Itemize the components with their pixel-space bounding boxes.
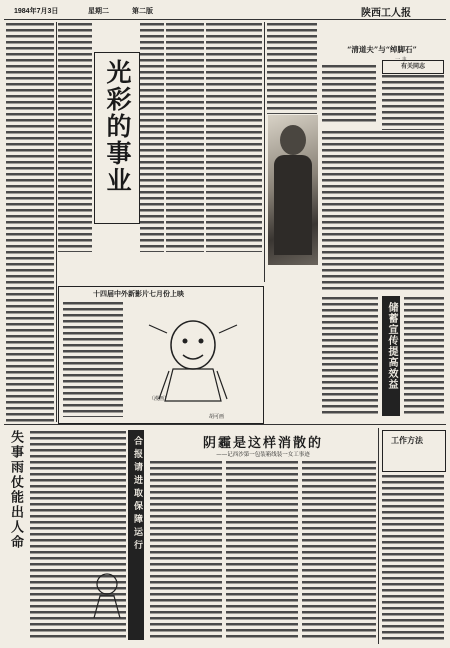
bottom-vertical-text: 合报请进取保障运行	[132, 436, 142, 553]
hero-vertical-title: 光彩的事业	[103, 59, 132, 194]
portrait-caption-text	[267, 22, 317, 114]
bottom-mid-col-3	[302, 460, 376, 640]
masthead-weekday: 星期二	[88, 8, 109, 15]
bottom-mid-headline: 阴霾是这样消散的	[202, 436, 323, 451]
cartoon-side-text	[63, 301, 123, 417]
cartoon-caption: （漫画）	[149, 396, 170, 402]
bottom-mid-subhead: ——记西沙第一包装箱线装一女工事迹	[216, 452, 310, 458]
bottom-cartoon	[86, 570, 128, 620]
column-divider-1	[56, 22, 57, 422]
bottom-cartoon-svg	[86, 570, 128, 620]
masthead-rule	[4, 19, 446, 20]
bottom-mid-col-2	[226, 460, 298, 640]
hero-title-box	[94, 52, 140, 224]
masthead-strip	[6, 4, 444, 18]
vertical-banner-text: 储蓄宣传提高效益	[386, 302, 397, 390]
hero-body-right-3	[206, 22, 262, 252]
bottom-right-body	[382, 474, 444, 640]
bottom-vertical-banner	[128, 430, 144, 640]
bottom-left-vertical-title: 失事雨仗能出人命	[8, 430, 23, 550]
masthead-page: 第二版	[132, 8, 153, 15]
column-divider-2	[264, 22, 265, 282]
masthead-date: 1984年7月3日	[14, 8, 59, 15]
hero-body-right-1	[140, 22, 164, 252]
cartoon-credit: 胡可画	[209, 414, 225, 420]
sidebar-col-3	[322, 130, 444, 290]
portrait-photo	[268, 115, 318, 265]
sidebar-byline: 一 韦	[395, 57, 407, 63]
bottom-right-title: 工作方法	[391, 435, 423, 445]
column-text-left	[6, 22, 54, 422]
bottom-mid-col-1	[150, 460, 222, 640]
small-heading-box	[382, 60, 444, 74]
cartoon-illustration	[129, 305, 257, 403]
hero-body-right-2	[166, 22, 204, 252]
bottom-left-title-box	[6, 430, 28, 580]
cartoon-svg	[129, 305, 257, 403]
bottom-right-box	[382, 430, 446, 472]
portrait-figure	[280, 125, 306, 155]
section-rule	[4, 424, 446, 425]
hero-body-left	[58, 22, 92, 252]
sidebar-col-2	[382, 74, 444, 134]
cartoon-box	[58, 286, 264, 424]
banner-side-text	[322, 296, 378, 416]
column-divider-bottom	[378, 428, 379, 644]
masthead-paper-name: 陕西工人报	[361, 8, 411, 19]
cartoon-title: 十四届中外新影片七月份上映	[93, 289, 184, 298]
vertical-banner	[382, 296, 400, 416]
sidebar-title: “清道夫”与“绰脚石”	[347, 45, 417, 54]
sidebar-col-1	[322, 64, 376, 124]
portrait-body	[274, 155, 312, 255]
small-heading: 有关同志	[400, 63, 425, 70]
banner-side-text-right	[404, 296, 444, 416]
